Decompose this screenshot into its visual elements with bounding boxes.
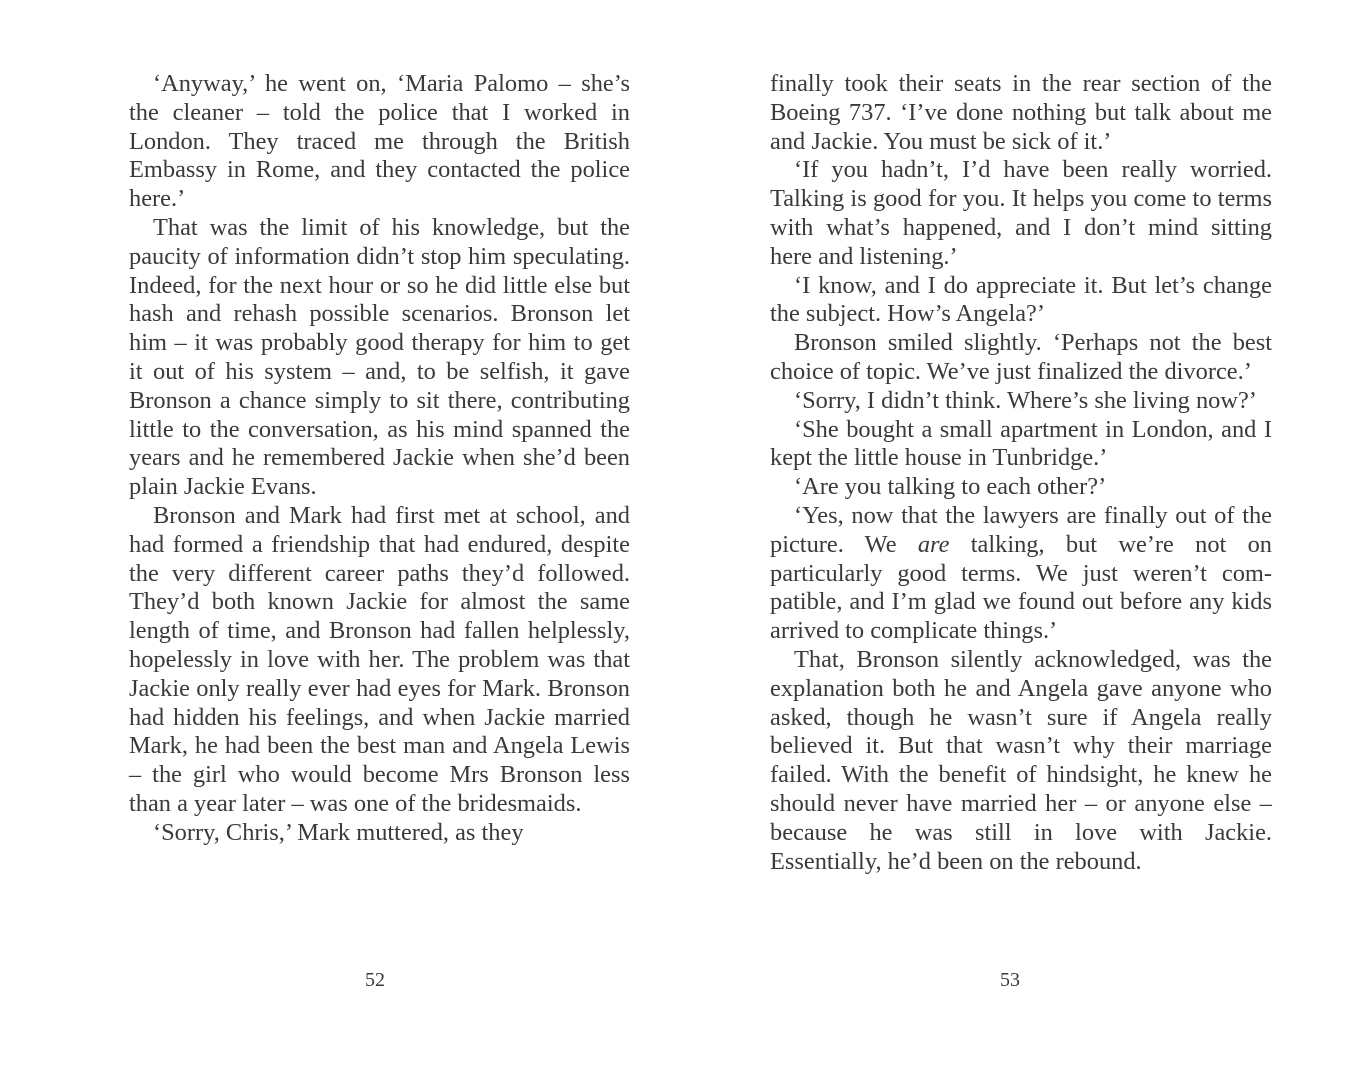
paragraph <box>770 502 1272 646</box>
paragraph: Bronson and Mark had first met at school, and had formed a friendship that had endured, despite the very different career paths they’d followed. They’d both known Jackie for almost the same length of time, and Bronson had fallen helplessly, hopelessly in love with her. The problem was that Jackie only really ever had eyes for Mark. Bronson had hidden his feelings, and when Jackie married Mark, he had been the best man and Angela Lewis – the girl who would become Mrs Bronson less than a year later – was one of the bridesmaids. <box>129 501 630 817</box>
paragraph: ‘She bought a small apartment in London, and I kept the little house in Tunbridge.’ <box>770 415 1272 472</box>
paragraph: ‘If you hadn’t, I’d have been really worried. Talking is good for you. It helps you come to terms with what’s happened, and I don’t mind sitting here and listening.’ <box>770 156 1272 270</box>
emphasis-text: are <box>917 530 950 558</box>
page-number-left: 52 <box>365 969 385 991</box>
paragraph: ‘Anyway,’ he went on, ‘Maria Palomo – she’s the cleaner – told the police that I worked in London. They traced me through the British Embassy in Rome, and they contacted the police here.’ <box>129 70 630 213</box>
page-number-right: 53 <box>1000 969 1020 991</box>
right-page <box>770 70 1272 876</box>
paragraph: ‘Sorry, Chris,’ Mark muttered, as they <box>153 818 524 846</box>
paragraph-text: talking, but we’re not on particularly good terms. We just weren’t compatible, and I’m glad we found out before any kids arrived to complicate things.’ <box>770 530 1273 645</box>
paragraph: ‘Sorry, I didn’t think. Where’s she living now?’ <box>794 386 1257 414</box>
paragraph: Bronson smiled slightly. ‘Perhaps not the best choice of topic. We’ve just finalized the divorce.’ <box>770 329 1272 385</box>
paragraph: ‘I know, and I do appreciate it. But let’s change the subject. How’s Angela?’ <box>770 271 1272 328</box>
paragraph: ‘Are you talking to each other?’ <box>794 473 1107 501</box>
paragraph: That, Bronson silently acknowledged, was the explanation both he and Angela gave anyone who asked, though he wasn’t sure if Angela really believed it. But that wasn’t why their marriage failed. With the benefit of hindsight, he knew he should never have married her – or anyone else – because he was still in love with Jackie. Essentially, he’d been on the rebound. <box>770 645 1272 875</box>
left-page <box>129 70 630 848</box>
paragraph: That was the limit of his knowledge, but the paucity of information didn’t stop him speculating. Indeed, for the next hour or so he did little else but hash and rehash possible scenarios. Bronson let him – it was probably good therapy for him to get it out of his system – and, to be selfish, it gave Bronson a chance simply to sit there, contributing little to the conversation, as his mind spanned the years and he remembered Jackie when she’d been plain Jackie Evans. <box>129 213 630 501</box>
paragraph: finally took their seats in the rear section of the Boeing 737. ‘I’ve done nothing but talk about me and Jackie. You must be sick of it.’ <box>770 70 1272 155</box>
paragraph-text: ‘Yes, now that the lawyers are finally out of the picture. We <box>770 501 1272 558</box>
